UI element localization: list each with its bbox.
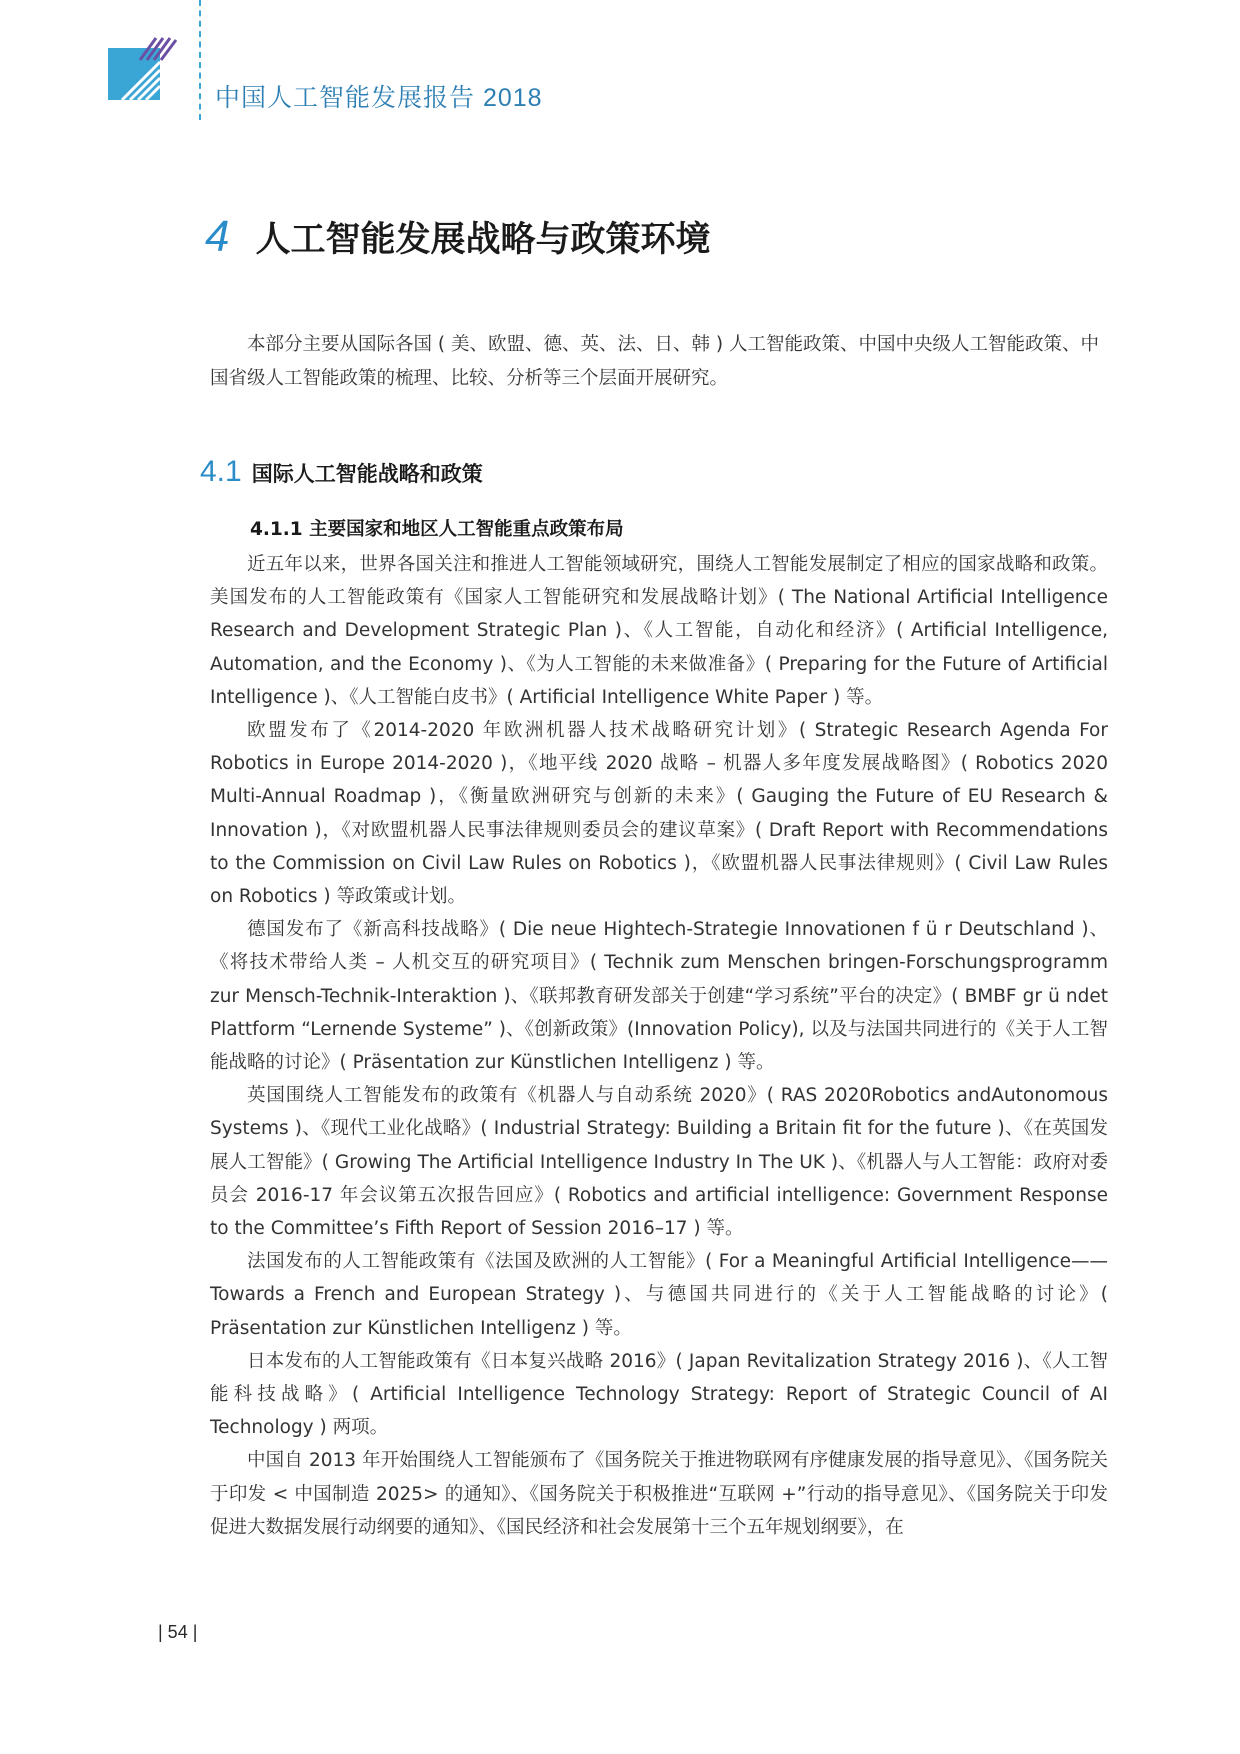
intro-paragraph: 本部分主要从国际各国 ( 美、欧盟、德、英、法、日、韩 ) 人工智能政策、中国中央级人工智能政策、中国省级人工智能政策的梳理、比较、分析等三个层面开展研究。 bbox=[210, 334, 1099, 389]
report-title: 中国人工智能发展报告 2018 bbox=[215, 84, 543, 112]
chapter-heading bbox=[205, 212, 711, 262]
section-number: 4.1 bbox=[200, 455, 242, 488]
paragraph-japan: 日本发布的人工智能政策有《日本复兴战略 2016》( Japan Revitalization Strategy 2016 )、《人工智能科技战略》( Artificial Intelligence Technology Strategy: Report of Strategic Council of AI Technology ) 两项。 bbox=[210, 1350, 1108, 1439]
section-heading bbox=[200, 455, 483, 489]
chapter-number: 4 bbox=[205, 212, 230, 261]
logo-text: CISTP bbox=[117, 100, 151, 109]
paragraph-eu: 欧盟发布了《2014-2020 年欧洲机器人技术战略研究计划》( Strategic Research Agenda For Robotics in Europe 2014-2020 )，《地平线 2020 战略 – 机器人多年度发展战略图》( Robotics 2020 Multi-Annual Roadmap )，《衡量欧洲研究与创新的未来》( Gauging the Future of EU Research & Innovation )，《对欧盟机器人民事法律规则委员会的建议草案》( Draft Report with Recommendations to the Commission on Civil Law Rules on Robotics )，《欧盟机器人民事法律规则》( Civil Law Rules on Robotics ) 等政策或计划。 bbox=[210, 720, 1108, 908]
body-text bbox=[210, 548, 1108, 1544]
paragraph-germany: 德国发布了《新高科技战略》( Die neue Hightech-Strategie Innovationen f ü r Deutschland )、《将技术带给人类 – 人机交互的研究项目》( Technik zum Menschen bringen-Forschungsprogramm zur Mensch-Technik-Interaktion )、《联邦教育研发部关于创建“学习系统”平台的决定》( BMBF gr ü ndet Plattform “Lernende Systeme” )、《创新政策》(Innovation Policy), 以及与法国共同进行的《关于人工智能战略的讨论》( Präsentation zur Künstlichen Intelligenz ) 等。 bbox=[210, 919, 1108, 1074]
paragraph-usa: 近五年以来，世界各国关注和推进人工智能领域研究，围绕人工智能发展制定了相应的国家战略和政策。美国发布的人工智能政策有《国家人工智能研究和发展战略计划》( The National Artificial Intelligence Research and Development Strategic Plan )、《人工智能，自动化和经济》( Artificial Intelligence, Automation, and the Economy )、《为人工智能的未来做准备》( Preparing for the Future of Artificial Intelligence )、《人工智能白皮书》( Artificial Intelligence White Paper ) 等。 bbox=[210, 554, 1108, 708]
subsection-title: 4.1.1 主要国家和地区人工智能重点政策布局 bbox=[250, 519, 624, 540]
chapter-title: 人工智能发展战略与政策环境 bbox=[255, 220, 711, 260]
page-number: | 54 | bbox=[158, 1622, 198, 1642]
paragraph-china: 中国自 2013 年开始围绕人工智能颁布了《国务院关于推进物联网有序健康发展的指导意见》、《国务院关于印发 < 中国制造 2025> 的通知》、《国务院关于积极推进“互联网 +”行动的指导意见》、《国务院关于印发促进大数据发展行动纲要的通知》、《国民经济和社会发展第十三个五年规划纲要》，在 bbox=[210, 1450, 1108, 1538]
paragraph-france: 法国发布的人工智能政策有《法国及欧洲的人工智能》( For a Meaningful Artificial Intelligence——Towards a French and European Strategy )、与德国共同进行的《关于人工智能战略的讨论》( Präsentation zur Künstlichen Intelligenz ) 等。 bbox=[210, 1251, 1108, 1339]
paragraph-uk: 英国围绕人工智能发布的政策有《机器人与自动系统 2020》( RAS 2020Robotics andAutonomous Systems )、《现代工业化战略》( Industrial Strategy: Building a Britain fit for the future )、《在英国发展人工智能》( Growing The Artificial Intelligence Industry In The UK )、《机器人与人工智能：政府对委员会 2016-17 年会议第五次报告回应》( Robotics and artificial intelligence: Government Response to the Committee’s Fifth Report of Session 2016–17 ) 等。 bbox=[210, 1085, 1108, 1240]
header-guide-line bbox=[199, 0, 201, 120]
section-title: 国际人工智能战略和政策 bbox=[251, 462, 483, 486]
